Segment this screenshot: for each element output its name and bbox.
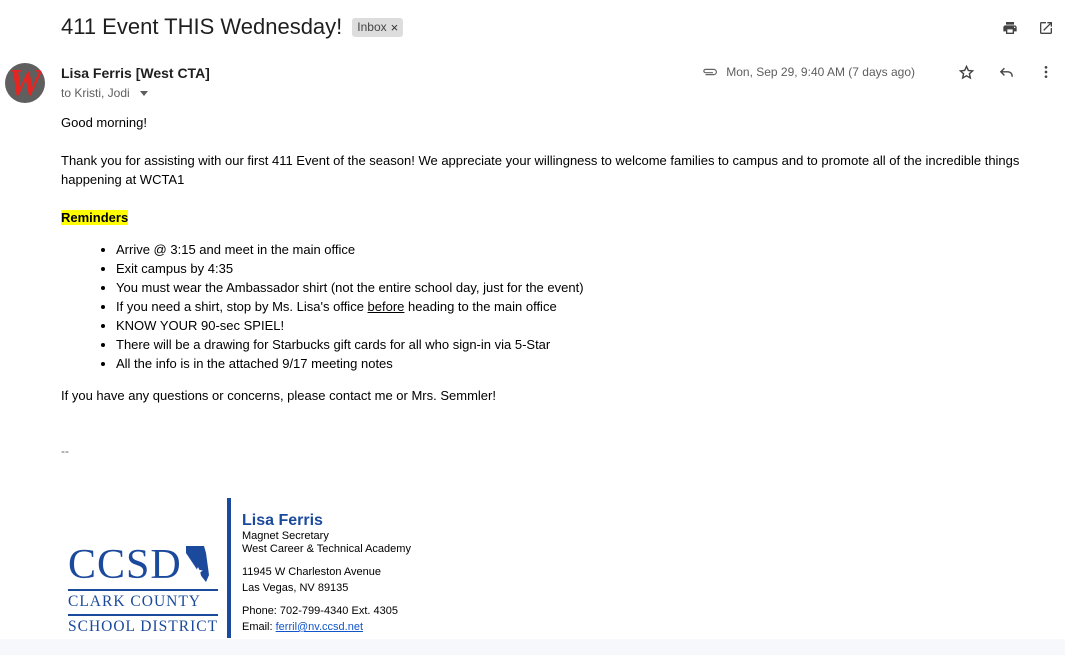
top-actions (1001, 19, 1055, 37)
logo-line-2: SCHOOL DISTRICT (68, 618, 219, 635)
message-date: Mon, Sep 29, 9:40 AM (7 days ago) (726, 65, 915, 79)
star-icon[interactable] (957, 63, 975, 81)
body-paragraph: Thank you for assisting with our first 411 Event of the season! We appreciate your willingness to welcome families to campus and to promote all of the incredible things happening at WCTA1 (61, 153, 1020, 187)
signature-email-line (242, 621, 411, 634)
reminders-heading: Reminders (61, 210, 129, 225)
signature-org: West Career & Technical Academy (242, 543, 411, 555)
email-body (61, 113, 1041, 405)
signature-phone: Phone: 702-799-4340 Ext. 4305 (242, 605, 398, 617)
reminders-list (61, 240, 1041, 373)
logo-rule (68, 589, 218, 591)
closing-paragraph: If you have any questions or concerns, please contact me or Mrs. Semmler! (61, 388, 496, 403)
subject-row (61, 14, 403, 40)
shirt-text-end: heading to the main office (404, 299, 557, 314)
list-item: • KNOW YOUR 90-sec SPIEL! (116, 316, 1041, 335)
list-item: • Arrive @ 3:15 and meet in the main office (116, 240, 1041, 259)
signature-address-2: Las Vegas, NV 89135 (242, 582, 349, 594)
signature-name: Lisa Ferris (242, 512, 323, 529)
remove-label-button[interactable]: × (390, 19, 399, 35)
recipients-text: to Kristi, Jodi (61, 86, 130, 100)
reply-icon[interactable] (997, 63, 1015, 81)
message-meta (700, 63, 1055, 81)
caret-down-icon[interactable] (140, 91, 148, 96)
email-subject: 411 Event THIS Wednesday! (61, 14, 343, 39)
signature-divider (227, 498, 231, 638)
signature-email-label: Email: (242, 621, 276, 633)
print-icon[interactable] (1001, 19, 1019, 37)
logo-line-1: CLARK COUNTY (68, 593, 201, 610)
signature-address-1: 11945 W Charleston Avenue (242, 566, 382, 578)
greeting: Good morning! (61, 115, 147, 130)
open-in-new-window-icon[interactable] (1037, 19, 1055, 37)
list-item: • There will be a drawing for Starbucks gift cards for all who sign-in via 5-Star (116, 335, 1041, 354)
logo-rule-2 (68, 614, 218, 616)
paperclip-icon (700, 63, 720, 81)
ccsd-logo (68, 544, 220, 636)
sender-name[interactable]: Lisa Ferris [West CTA] (61, 65, 210, 81)
recipients-line (61, 86, 148, 100)
signature-separator: -- (61, 444, 69, 458)
logo-wordmark (68, 544, 220, 586)
shirt-text-underlined: before (367, 299, 405, 314)
inbox-label-text: Inbox (357, 20, 387, 34)
reminders-heading-wrap (61, 208, 1041, 227)
inbox-label-chip[interactable] (352, 18, 403, 37)
signature-gap (242, 556, 411, 566)
signature-title: Magnet Secretary (242, 530, 329, 542)
logo-top-text: CCSD (68, 542, 182, 588)
list-item: • All the info is in the attached 9/17 meeting notes (116, 354, 1041, 373)
shirt-text-start: If you need a shirt, stop by Ms. Lisa's office (116, 299, 368, 314)
list-item: • Exit campus by 4:35 (116, 259, 1041, 278)
avatar-letter: W (8, 63, 42, 103)
signature-block (242, 512, 411, 634)
list-item: • You must wear the Ambassador shirt (not the entire school day, just for the event) (116, 278, 1041, 297)
sender-avatar[interactable] (5, 63, 45, 103)
signature-gap-2 (242, 595, 411, 605)
signature-email-link[interactable]: ferril@nv.ccsd.net (275, 621, 364, 633)
list-item (116, 297, 1041, 316)
bottom-band (0, 639, 1065, 655)
more-vert-icon[interactable] (1037, 63, 1055, 81)
nevada-state-icon (184, 545, 212, 583)
